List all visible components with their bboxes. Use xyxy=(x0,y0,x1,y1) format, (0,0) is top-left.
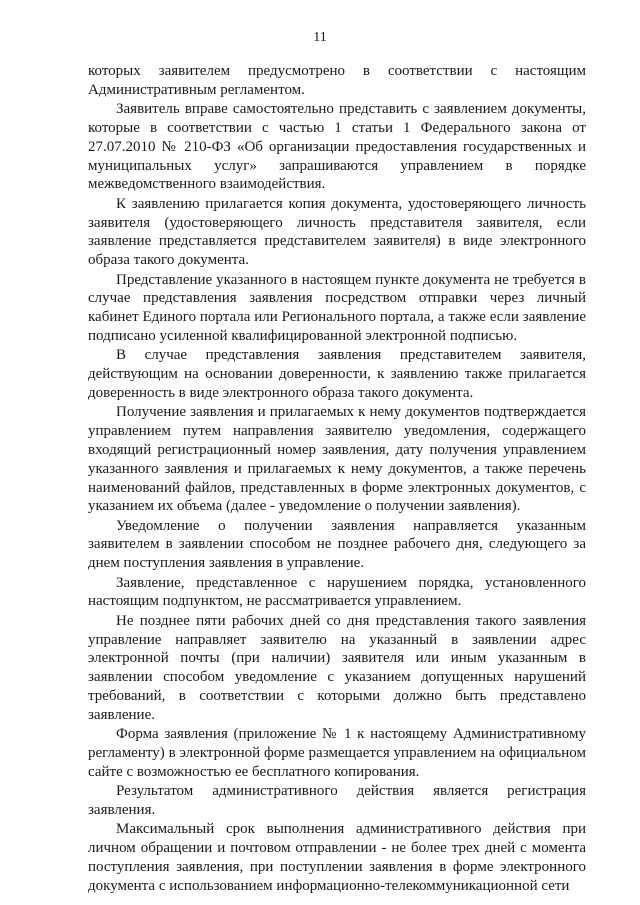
paragraph-continuation: которых заявителем предусмотрено в соответствии с настоящим Административным регламентом. xyxy=(88,63,586,98)
paragraph: К заявлению прилагается копия документа, удостоверяющего личность заявителя (удостоверяющего личность представителя заявителя, если заявление представляется представителем заявителя) в виде электронного образа такого документа. xyxy=(88,195,586,269)
paragraph: Максимальный срок выполнения административного действия при личном обращении и почтовом отправлении - не более трех дней с момента поступления заявления, при поступлении заявления в форме электронного документа с использованием информационно-телекоммуникационной сети xyxy=(88,821,586,894)
document-body xyxy=(88,62,586,896)
page-number: 11 xyxy=(313,30,327,45)
paragraph: Заявление, представленное с нарушением порядка, установленного настоящим подпунктом, не рассматривается управлением. xyxy=(88,574,586,610)
paragraph: В случае представления заявления представителем заявителя, действующим на основании доверенности, к заявлению также прилагается доверенность в виде электронного образа такого документа. xyxy=(88,347,586,401)
paragraph: Представление указанного в настоящем пункте документа не требуется в случае представления заявления посредством отправки через личный кабинет Единого портала или Регионального портала, а также если заявление подписано усиленной квалифицированной электронной подписью. xyxy=(88,271,586,344)
paragraph: Не позднее пяти рабочих дней со дня представления такого заявления управление направляет заявителю на указанный в заявлении адрес электронной почты (при наличии) заявителя или иным указанным в заявлении способом уведомление с указанием допущенных нарушений требований, в соответствии с которыми должно быть представлено заявление. xyxy=(88,612,586,723)
paragraph: Заявитель вправе самостоятельно представить с заявлением документы, которые в соответствии с частью 1 статьи 1 Федерального закона от 27.07.2010 № 210-ФЗ «Об организации предоставления государственных и муниципальных услуг» запрашиваются управлением в порядке межведомственного взаимодействия. xyxy=(88,101,586,193)
paragraph: Форма заявления (приложение № 1 к настоящему Административному регламенту) в электронной форме размещается управлением на официальном сайте с возможностью ее бесплатного копирования. xyxy=(88,726,586,780)
paragraph: Результатом административного действия является регистрация заявления. xyxy=(88,783,586,819)
paragraph: Получение заявления и прилагаемых к нему документов подтверждается управлением путем направления заявителю уведомления, содержащего входящий регистрационный номер заявления, дату получения управлением указанного заявления и прилагаемых к нему документов, а также перечень наименований файлов, представленных в форме электронных документов, с указанием их объема (далее - уведомление о получении заявления). xyxy=(88,404,586,515)
paragraph: Уведомление о получении заявления направляется указанным заявителем в заявлении способом не позднее рабочего дня, следующего за днем поступления заявления в управление. xyxy=(88,517,586,572)
